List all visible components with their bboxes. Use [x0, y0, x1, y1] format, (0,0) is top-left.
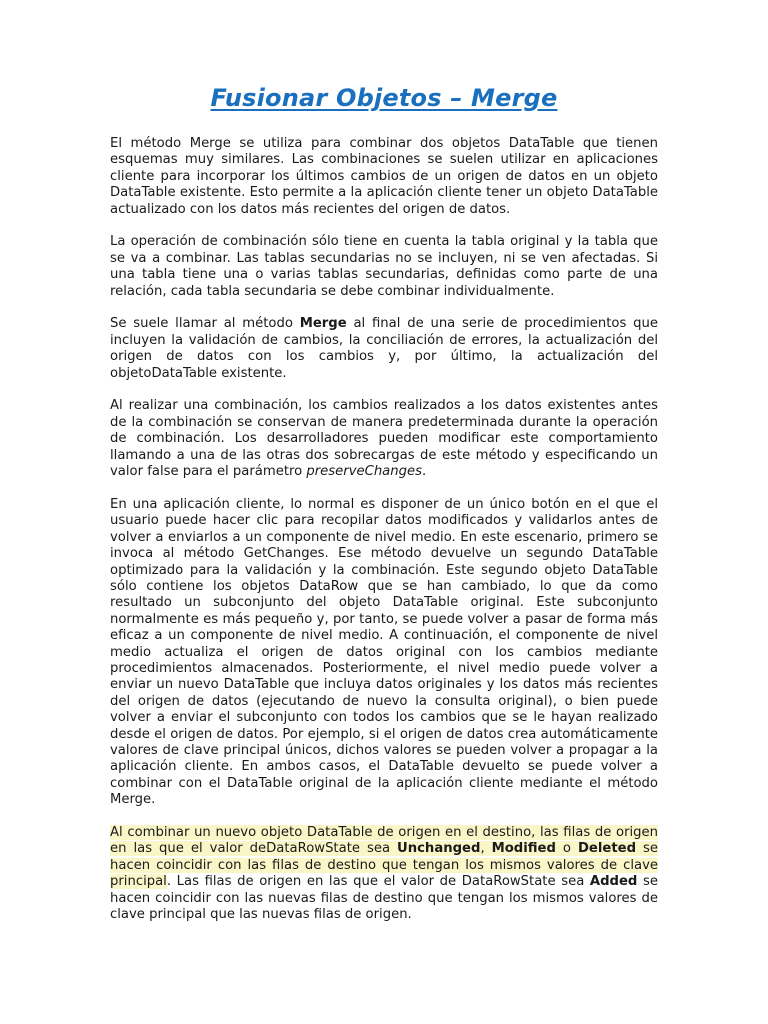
paragraph-text: Al realizar una combinación, los cambios realizados a los datos existentes antes de la combinación se conservan de manera predeterminada durante la operación de combinación. Los desarrolladores pueden modificar este comportamiento llamando a una de las otras dos sobrecargas de este método y especificando un valor false para el parámetro	[110, 398, 658, 480]
paragraph	[110, 234, 658, 300]
paragraph-text: En una aplicación cliente, lo normal es disponer de un único botón en el que el usuario puede hacer clic para recopilar datos modificados y validarlos antes de volver a enviarlos a un componente de nivel medio. En este escenario, primero se invoca al método GetChanges. Ese método devuelve un segundo DataTable optimizado para la validación y la combinación. Este segundo objeto DataTable sólo contiene los objetos DataRow que se han cambiado, lo que da como resultado un subconjunto del objeto DataTable original. Este subconjunto normalmente es más pequeño y, por tanto, se puede volver a pasar de forma más eficaz a un componente de nivel medio. A continuación, el componente de nivel medio actualiza el origen de datos original con los cambios mediante procedimientos almacenados. Posteriormente, el nivel medio puede volver a enviar un nuevo DataTable que incluya datos originales y los datos más recientes del origen de datos (ejecutando de nuevo la consulta original), o bien puede volver a enviar el subconjunto con todos los cambios que se le hayan realizado desde el origen de datos. Por ejemplo, si el origen de datos crea automáticamente valores de clave principal únicos, dichos valores se pueden volver a propagar a la aplicación cliente. En ambos casos, el DataTable devuelto se puede volver a combinar con el DataTable original de la aplicación cliente mediante el método Merge.	[110, 496, 658, 808]
paragraph-text: La operación de combinación sólo tiene en cuenta la tabla original y la tabla que se va a combinar. Las tablas secundarias no se incluyen, ni se ven afectadas. Si una tabla tiene una o varias tablas secundarias, definidas como parte de una relación, cada tabla secundaria se debe combinar individualmente.	[110, 234, 658, 299]
paragraph	[110, 136, 658, 218]
paragraph-text: .	[421, 464, 427, 480]
bold-term: Deleted	[577, 841, 637, 857]
paragraph-text: se hacen coincidir con las filas de destino que tengan los mismos valores de clave principal	[110, 841, 658, 890]
paragraph	[110, 398, 658, 480]
italic-term: preserveChanges	[306, 464, 422, 480]
paragraph	[110, 316, 658, 382]
paragraph-text: se hacen coincidir con las nuevas filas de destino que tengan los mismos valores de clave principal que las nuevas filas de origen.	[110, 874, 658, 923]
paragraph-text: Al combinar un nuevo objeto DataTable de origen en el destino, las filas de origen en las que el valor deDataRowState sea	[110, 824, 658, 857]
paragraph-text: El método Merge se utiliza para combinar dos objetos DataTable que tienen esquemas muy similares. Las combinaciones se suelen utilizar en aplicaciones cliente para incorporar los últimos cambios de un origen de datos en un objeto DataTable existente. Esto permite a la aplicación cliente tener un objeto DataTable actualizado con los datos más recientes del origen de datos.	[110, 136, 658, 217]
paragraph-text: ,	[480, 841, 492, 857]
document-body	[110, 136, 658, 940]
bold-term: Added	[589, 874, 638, 890]
paragraph	[110, 497, 658, 809]
bold-term: Modified	[491, 841, 556, 857]
page-title: Fusionar Objetos – Merge	[210, 84, 558, 112]
paragraph	[110, 825, 658, 923]
paragraph-text: al final de una serie de procedimientos que incluyen la validación de cambios, la conciliación de errores, la actualización del origen de datos con los cambios y, por último, la actualización del objetoDataTable existente.	[110, 316, 658, 381]
paragraph-text: Se suele llamar al método	[110, 316, 300, 332]
bold-term: Unchanged	[397, 841, 481, 857]
bold-term: Merge	[299, 316, 347, 332]
paragraph-text: . Las filas de origen en las que el valor de DataRowState sea	[166, 874, 590, 890]
paragraph-text: o	[555, 841, 578, 857]
